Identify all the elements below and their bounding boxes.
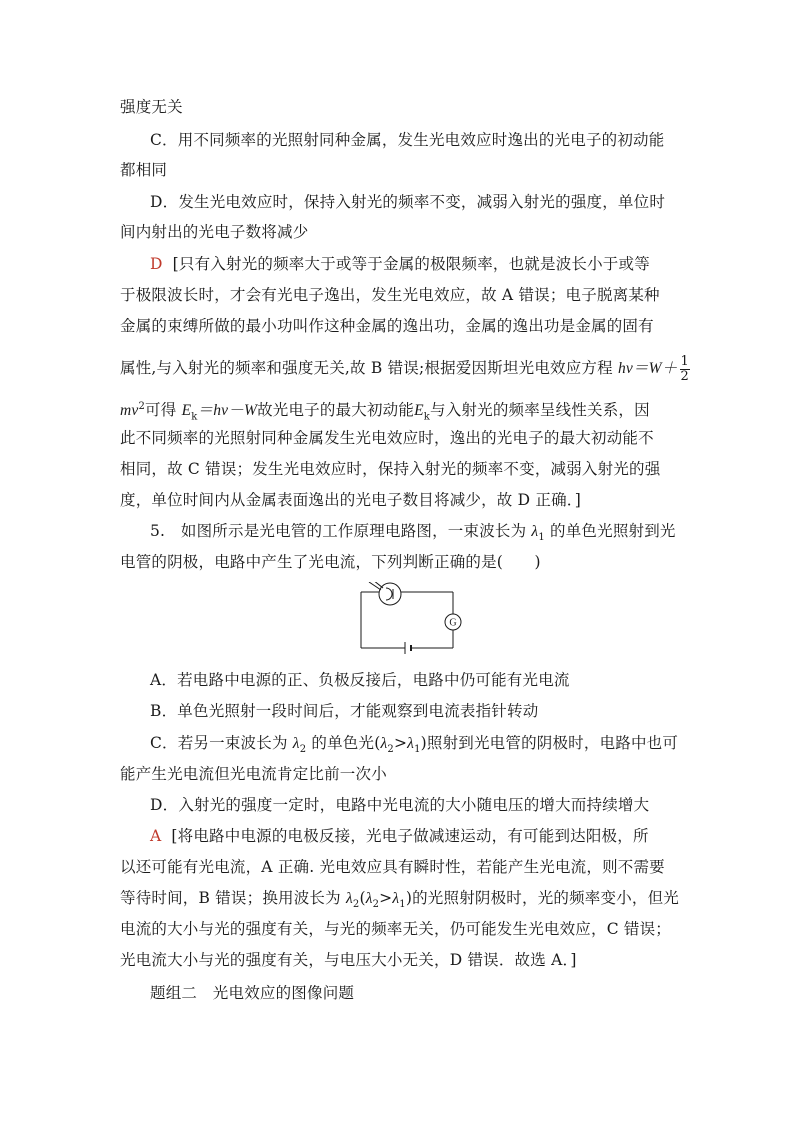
light-ray-icon xyxy=(373,582,383,588)
formula: E xyxy=(181,402,192,420)
fraction xyxy=(680,355,690,384)
text-line: 光电流大小与光的强度有关，与电压大小无关，D 错误．故选 A．] xyxy=(120,951,577,969)
text-segment: > xyxy=(393,734,408,752)
subscript: 2 xyxy=(372,899,380,911)
photocell-tube xyxy=(379,583,401,605)
symbol: λ xyxy=(292,735,300,752)
option-c: C．用不同频率的光照射同种金属，发生光电效应时逸出的光电子的初动能 xyxy=(150,131,665,149)
text-segment: )照射到光电管的阴极时，电路中也可 xyxy=(420,734,679,752)
answer-letter: A xyxy=(150,827,162,845)
answer-explanation-4 xyxy=(150,254,650,274)
option-d: D．入射光的强度一定时，电路中光电流的大小随电压的增大而持续增大 xyxy=(150,796,650,814)
formula: mv xyxy=(120,402,139,420)
text-segment: 与入射光的频率呈线性关系，因 xyxy=(430,401,650,420)
text-line: 相同，故 C 错误；发生光电效应时，保持入射光的频率不变，减弱入射光的强 xyxy=(120,460,661,478)
symbol: λ xyxy=(407,735,415,752)
galvanometer-label: G xyxy=(449,617,457,629)
symbol: λ xyxy=(365,890,373,907)
text-line: 金属的束缚所做的最小功叫作这种金属的逸出功，金属的逸出功是金属的固有 xyxy=(120,317,654,335)
text-segment: 等待时间，B 错误；换用波长为 xyxy=(120,889,346,907)
text-segment: ( xyxy=(359,889,366,907)
answer-explanation-5 xyxy=(150,826,649,846)
subscript: k xyxy=(423,411,431,423)
formula-line xyxy=(120,397,650,427)
text-line xyxy=(120,888,679,915)
text-segment: > xyxy=(379,889,393,907)
text-line: 能产生光电流但光电流肯定比前一次小 xyxy=(120,765,387,783)
superscript: 2 xyxy=(138,401,146,412)
photocell-circuit-diagram xyxy=(355,582,465,654)
formula-line xyxy=(120,348,690,389)
option-b: B．单色光照射一段时间后，才能观察到电流表指针转动 xyxy=(150,702,539,720)
option-a: A．若电路中电源的正、负极反接后，电路中仍可能有光电流 xyxy=(150,671,570,689)
option-c xyxy=(150,733,678,760)
option-d: D．发生光电效应时，保持入射光的频率不变，减弱入射光的强度，单位时 xyxy=(150,193,666,211)
symbol: λ xyxy=(531,523,539,540)
question-5 xyxy=(150,521,676,548)
text-segment: 的单色光( xyxy=(306,734,381,752)
formula: ＝hν－W xyxy=(197,402,258,420)
text-line: 以还可能有光电流，A 正确. 光电效应具有瞬时性，若能产生光电流，则不需要 xyxy=(120,858,665,876)
light-ray-icon xyxy=(369,582,381,590)
text-segment: 可得 xyxy=(145,401,182,420)
text-line: [只有入射光的频率大于或等于金属的极限频率，也就是波长小于或等 xyxy=(172,255,650,273)
text-segment: )的光照射阴极时，光的频率变小，但光 xyxy=(405,889,679,907)
formula: hν＝W＋ xyxy=(617,360,678,377)
fraction-numerator: 1 xyxy=(680,353,689,369)
subscript: 2 xyxy=(387,744,394,756)
subscript: k xyxy=(191,411,198,423)
symbol: λ xyxy=(380,735,388,752)
subscript: 1 xyxy=(414,744,421,756)
symbol: λ xyxy=(392,890,400,907)
text-segment: 属性,与入射光的频率和强度无关,故 B 错误;根据爱因斯坦光电效应方程 xyxy=(120,359,618,377)
text-line: 都相同 xyxy=(120,161,168,179)
section-heading: 题组二 光电效应的图像问题 xyxy=(150,984,355,1002)
subscript: 1 xyxy=(538,532,545,544)
text-line: 间内射出的光电子数将减少 xyxy=(120,223,309,241)
text-line: 强度无关 xyxy=(120,98,183,116)
answer-letter: D xyxy=(150,255,163,273)
subscript: 2 xyxy=(352,899,360,911)
text-line: 度，单位时间内从金属表面逸出的光电子数目将减少，故 D 正确．] xyxy=(120,491,581,509)
subscript: 2 xyxy=(299,744,307,756)
text-line: 电流的大小与光的强度有关，与光的频率无关，仍可能发生光电效应，C 错误； xyxy=(120,920,671,938)
subscript: 1 xyxy=(399,899,406,911)
text-segment: C．若另一束波长为 xyxy=(150,734,293,752)
fraction-denominator: 2 xyxy=(680,368,689,384)
text-segment: 5. 如图所示是光电管的工作原理电路图，一束波长为 xyxy=(150,522,532,540)
photocell-cathode xyxy=(386,588,392,600)
text-line: 于极限波长时，才会有光电子逸出，发生光电效应，故 A 错误；电子脱离某种 xyxy=(120,286,660,304)
text-segment: 的单色光照射到光 xyxy=(544,522,676,540)
formula: E xyxy=(414,402,424,420)
text-line: [将电路中电源的电极反接，光电子做减速运动，有可能到达阳极，所 xyxy=(171,827,649,845)
symbol: λ xyxy=(345,890,353,907)
text-line: 此不同频率的光照射同种金属发生光电效应时，逸出的光电子的最大初动能不 xyxy=(120,429,654,447)
text-line: 电管的阴极，电路中产生了光电流，下列判断正确的是( ) xyxy=(120,553,541,571)
text-segment: 故光电子的最大初动能 xyxy=(257,401,415,420)
